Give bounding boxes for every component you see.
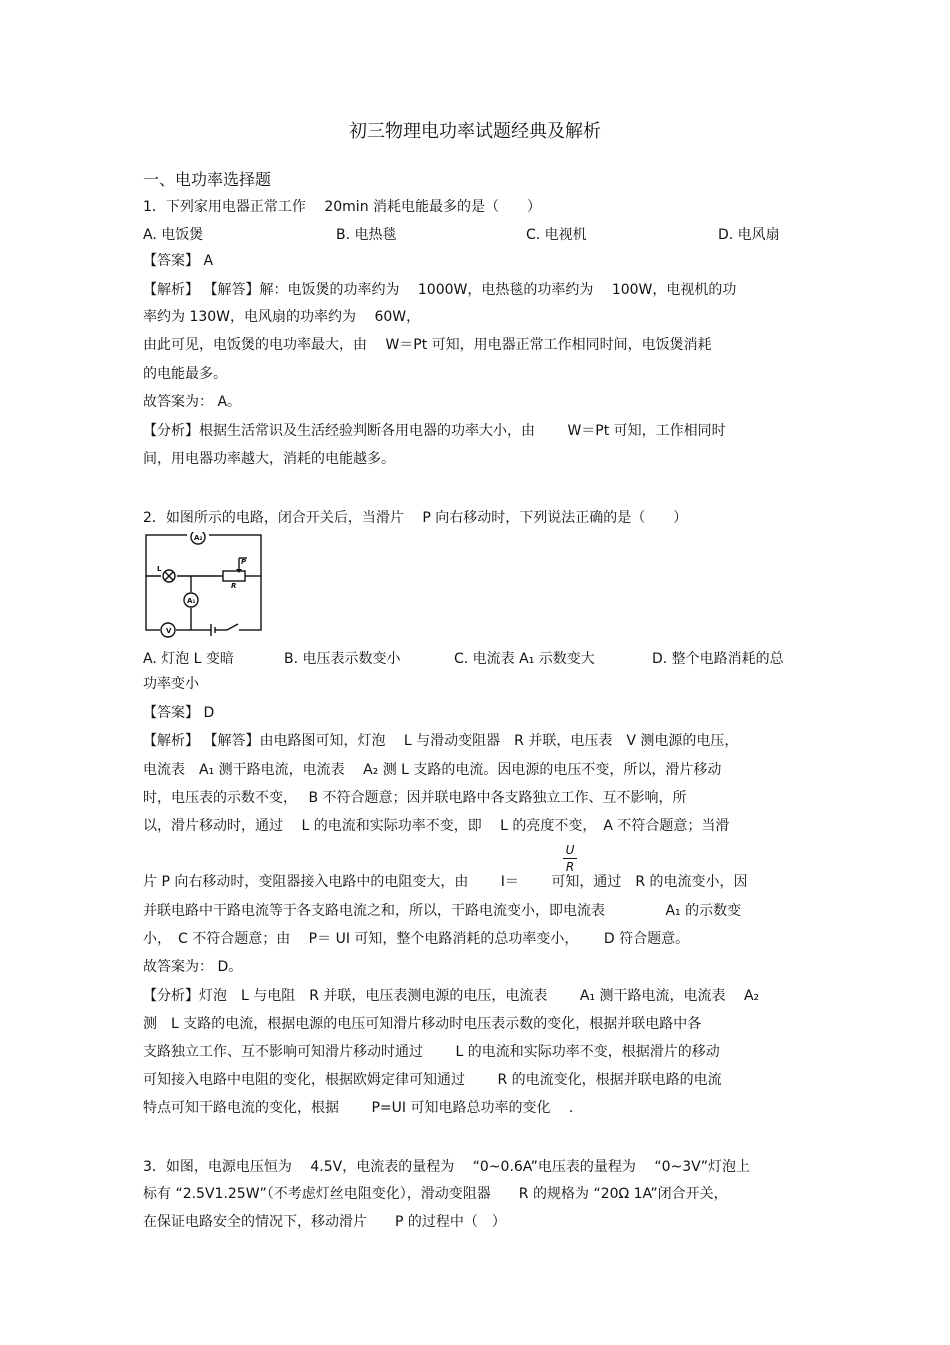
q2-analysis-line: 特点可知干路电流的变化，根据 P=UI 可知电路总功率的变化 .: [143, 1100, 574, 1116]
q1-analysis-line: 间，用电器功率越大，消耗的电能越多。: [143, 451, 395, 467]
section-heading: 一、电功率选择题: [143, 170, 272, 189]
label-l: L: [157, 565, 162, 573]
q1-analysis-line: 的电能最多。: [143, 366, 227, 382]
q2-option-c: C. 电流表 A₁ 示数变大: [454, 651, 595, 667]
q3-line: 3．如图，电源电压恒为 4.5V，电流表的量程为 “0~0.6A”电压表的量程为 “0~3V”灯泡上: [143, 1159, 750, 1175]
q1-option-d: D. 电风扇: [718, 227, 780, 243]
label-a1: A₁: [187, 597, 196, 605]
q2-analysis-line: 【分析】灯泡 L 与电阻 R 并联，电压表测电源的电压，电流表 A₁ 测干路电流，电流表 A₂: [143, 988, 760, 1004]
q2-stem: 2．如图所示的电路，闭合开关后，当滑片 P 向右移动时，下列说法正确的是（ ）: [143, 510, 688, 526]
resistor-symbol: [223, 571, 245, 581]
q1-analysis-line: 率约为 130W，电风扇的功率约为 60W，: [143, 309, 421, 325]
label-r: R: [231, 582, 237, 590]
q1-option-a: A. 电饭煲: [143, 227, 204, 243]
q2-analysis-line: 并联电路中干路电流等于各支路电流之和，所以，干路电流变小，即电流表 A₁ 的示数变: [143, 903, 742, 919]
q2-option-d: D. 整个电路消耗的总: [652, 651, 784, 667]
q2-analysis-line: 时，电压表的示数不变， B 不符合题意；因并联电路中各支路独立工作、互不影响，所: [143, 790, 687, 806]
q1-option-c: C. 电视机: [526, 227, 587, 243]
fraction-numerator: U: [565, 843, 575, 857]
label-a2: A₂: [194, 534, 203, 542]
q2-analysis-line: 支路独立工作、互不影响可知滑片移动时通过 L 的电流和实际功率不变，根据滑片的移动: [143, 1044, 720, 1060]
q1-analysis-line: 【解析】 【解答】解：电饭煲的功率约为 1000W，电热毯的功率约为 100W，电视机的功: [143, 282, 737, 298]
q2-analysis-line: 以，滑片移动时，通过 L 的电流和实际功率不变，即 L 的亮度不变， A 不符合题意；当滑: [143, 818, 730, 834]
q3-line: 在保证电路安全的情况下，移动滑片 P 的过程中（ ）: [143, 1214, 506, 1230]
q2-analysis-line: 电流表 A₁ 测干路电流，电流表 A₂ 测 L 支路的电流。因电源的电压不变，所以，滑片移动: [143, 762, 722, 778]
page-title: 初三物理电功率试题经典及解析: [349, 121, 601, 142]
q2-analysis-line: 【解析】 【解答】由电路图可知，灯泡 L 与滑动变阻器 R 并联，电压表 V 测电源的电压，: [143, 733, 739, 749]
q2-analysis-line: 测 L 支路的电流，根据电源的电压可知滑片移动时电压表示数的变化，根据并联电路中各: [143, 1016, 702, 1032]
q2-analysis-line: 可知接入电路中电阻的变化，根据欧姆定律可知通过 R 的电流变化，根据并联电路的电流: [143, 1072, 722, 1088]
q1-analysis-line: 故答案为： A。: [143, 394, 242, 410]
fraction-denominator: R: [565, 860, 575, 874]
label-p: P: [241, 558, 247, 566]
formula-fraction: [563, 843, 577, 874]
q2-option-b: B. 电压表示数变小: [284, 651, 401, 667]
q2-analysis-line: 小， C 不符合题意；由 P＝ UI 可知，整个电路消耗的总功率变小， D 符合题意。: [143, 931, 690, 947]
label-v: V: [166, 627, 172, 635]
q2-analysis-line: 片 P 向右移动时，变阻器接入电路中的电阻变大，由 I＝ 可知，通过 R 的电流变小，因: [143, 874, 748, 890]
q2-analysis-line: 故答案为： D。: [143, 959, 243, 975]
q1-analysis-line: 由此可见，电饭煲的电功率最大，由 W＝Pt 可知，用电器正常工作相同时间，电饭煲消耗: [143, 337, 712, 353]
q3-line: 标有 “2.5V1.25W”（不考虑灯丝电阻变化），滑动变阻器 R 的规格为 “20Ω 1A”闭合开关，: [143, 1186, 728, 1202]
q2-answer: 【答案】 D: [143, 705, 215, 721]
q1-analysis-line: 【分析】根据生活常识及生活经验判断各用电器的功率大小，由 W＝Pt 可知，工作相同时: [143, 423, 726, 439]
q1-option-b: B. 电热毯: [336, 227, 397, 243]
q2-option-d-cont: 功率变小: [143, 676, 199, 692]
q2-option-a: A. 灯泡 L 变暗: [143, 651, 234, 667]
q1-answer: 【答案】 A: [143, 253, 214, 269]
q1-stem: 1．下列家用电器正常工作 20min 消耗电能最多的是（ ）: [143, 199, 542, 215]
circuit-diagram: [143, 532, 265, 640]
